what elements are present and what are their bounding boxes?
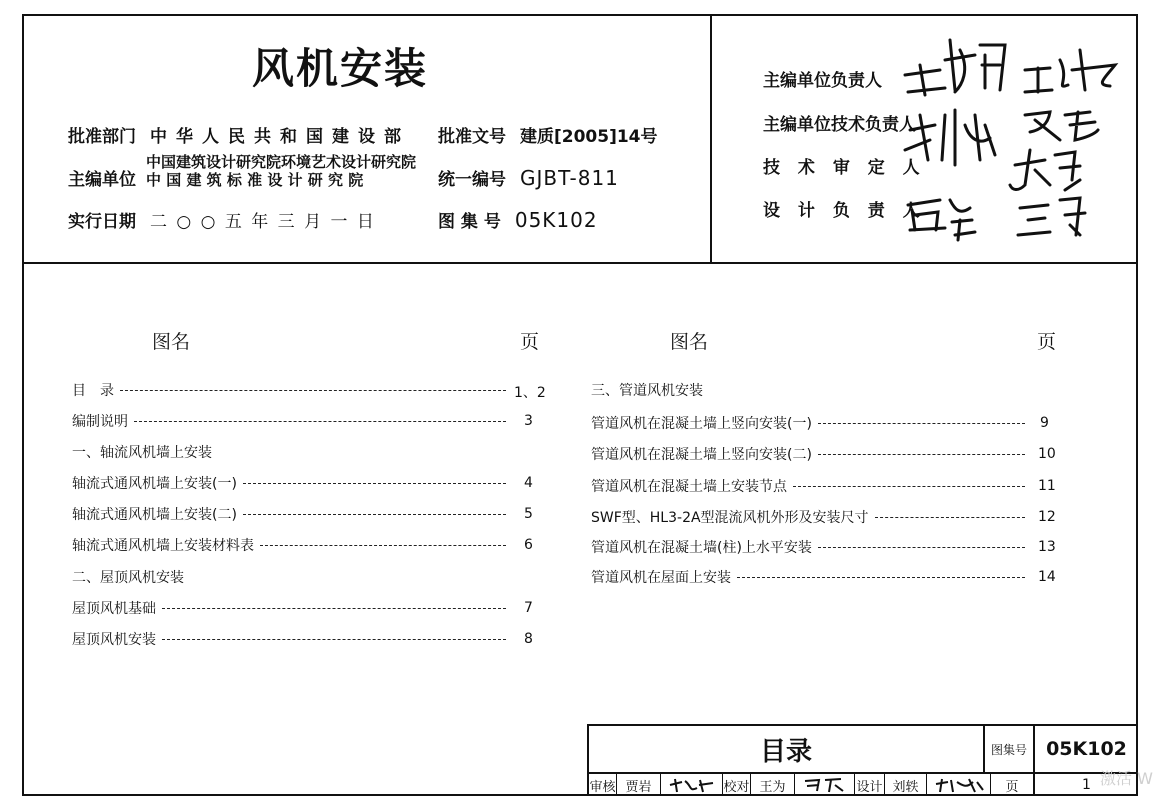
toc-item-page: 10 — [1038, 446, 1056, 462]
toc-item-page: 13 — [1038, 539, 1056, 555]
toc-item-3[interactable] — [72, 473, 512, 493]
toc-item-page: 12 — [1038, 509, 1056, 525]
leader-line — [793, 486, 1025, 487]
toc-item-1[interactable] — [72, 380, 512, 400]
toc-item-label: 管道风机在混凝土墙(柱)上水平安装 — [591, 540, 812, 556]
toc-item-12[interactable] — [591, 537, 1031, 557]
chief-unit-line1: 中国建筑设计研究院环境艺术设计研究院 — [146, 153, 417, 171]
atlas-no-value: 05K102 — [1035, 726, 1138, 774]
leader-line — [243, 514, 506, 515]
atlas-number-value: 05K102 — [514, 208, 598, 232]
effective-date-label: 实行日期 — [68, 212, 136, 232]
watermark-text: 激活 W — [1100, 769, 1153, 788]
toc-item-2[interactable] — [72, 411, 512, 431]
review-signature — [661, 774, 723, 796]
check-signature-mark — [801, 776, 849, 794]
toc-item-8[interactable] — [591, 413, 1031, 433]
leader-line — [120, 390, 506, 391]
toc-item-4[interactable] — [72, 504, 512, 524]
review-label: 审核 — [589, 774, 617, 796]
title-block — [587, 724, 1138, 796]
unified-code-value: GJBT-811 — [520, 166, 619, 190]
approve-doc-value: 建质[2005]14号 — [520, 127, 658, 147]
leader-line — [162, 639, 506, 640]
page-value: 1 — [1082, 777, 1091, 793]
leader-line — [818, 547, 1025, 548]
toc-item-label: 屋顶风机安装 — [72, 632, 156, 648]
left-header-page: 页 — [520, 331, 540, 353]
toc-item-label: 管道风机在混凝土墙上安装节点 — [591, 479, 787, 495]
leader-line — [134, 421, 506, 422]
toc-item-label: 轴流式通风机墙上安装(二) — [72, 507, 237, 523]
toc-item-label: 管道风机在混凝土墙上竖向安装(二) — [591, 447, 812, 463]
toc-item-label: SWF型、HL3-2A型混流风机外形及安装尺寸 — [591, 510, 869, 526]
toc-item-label: 管道风机在混凝土墙上竖向安装(一) — [591, 416, 812, 432]
atlas-number-label: 图 集 号 — [438, 212, 501, 232]
design-label: 设计 — [855, 774, 885, 796]
toc-item-page: 7 — [524, 600, 533, 616]
unified-code-label: 统一编号 — [438, 170, 506, 190]
effective-date-value: 二 ○ ○ 五 年 三 月 一 日 — [150, 212, 376, 232]
leader-line — [818, 423, 1025, 424]
right-header-page: 页 — [1037, 331, 1057, 353]
signature-divider — [710, 14, 712, 263]
sig-role-4: 设 计 负 责 人 — [763, 201, 926, 221]
toc-item-page: 11 — [1038, 478, 1056, 494]
toc-item-5[interactable] — [72, 535, 512, 555]
toc-item-label: 编制说明 — [72, 414, 128, 430]
toc-item-label: 目 录 — [72, 383, 114, 399]
toc-item-10[interactable] — [591, 476, 1031, 496]
leader-line — [818, 454, 1025, 455]
sig-role-3: 技 术 审 定 人 — [763, 158, 926, 178]
chief-unit-line2: 中 国 建 筑 标 准 设 计 研 究 院 — [146, 171, 364, 189]
approve-doc-label: 批准文号 — [438, 127, 506, 147]
toc-item-page: 9 — [1040, 415, 1049, 431]
check-label: 校对 — [723, 774, 751, 796]
atlas-no-label: 图集号 — [985, 726, 1035, 774]
unified-code — [438, 165, 619, 190]
effective-date — [68, 207, 376, 232]
toc-item-6[interactable] — [72, 598, 512, 618]
chief-unit-value — [146, 153, 416, 189]
right-header-name: 图名 — [670, 331, 709, 353]
approve-dept-value: 中华人民共和国建设部 — [150, 127, 410, 147]
toc-item-page: 1、2 — [514, 385, 546, 401]
leader-line — [260, 545, 506, 546]
toc-item-11[interactable] — [591, 507, 1031, 527]
sheet-name: 目录 — [589, 726, 985, 774]
sig-role-1: 主编单位负责人 — [763, 71, 882, 91]
chief-unit-label: 主编单位 — [68, 170, 136, 190]
leader-line — [243, 483, 506, 484]
atlas-title: 风机安装 — [251, 44, 428, 93]
design-signature-mark — [933, 776, 985, 794]
leader-line — [875, 517, 1025, 518]
left-header-name: 图名 — [152, 331, 191, 353]
toc-item-13[interactable] — [591, 567, 1031, 587]
review-name: 贾岩 — [617, 774, 661, 796]
toc-item-page: 5 — [524, 506, 533, 522]
toc-section-3: 三、管道风机安装 — [591, 383, 703, 399]
toc-item-7[interactable] — [72, 629, 512, 649]
header-divider — [22, 262, 1138, 264]
design-name: 刘轶 — [885, 774, 927, 796]
approve-dept-label: 批准部门 — [68, 127, 136, 147]
atlas-number — [438, 207, 598, 232]
toc-item-label: 轴流式通风机墙上安装材料表 — [72, 538, 254, 554]
toc-item-page: 6 — [524, 537, 533, 553]
check-name: 王为 — [751, 774, 795, 796]
toc-section-1: 一、轴流风机墙上安装 — [72, 445, 212, 461]
toc-item-label: 管道风机在屋面上安装 — [591, 570, 731, 586]
handwritten-signatures — [900, 30, 1125, 245]
leader-line — [162, 608, 506, 609]
review-signature-mark — [667, 776, 717, 794]
toc-item-page: 4 — [524, 475, 533, 491]
toc-item-label: 轴流式通风机墙上安装(一) — [72, 476, 237, 492]
approve-dept — [68, 122, 410, 147]
approve-doc — [438, 122, 658, 147]
toc-item-page: 3 — [524, 413, 533, 429]
check-signature — [795, 774, 855, 796]
toc-item-page: 14 — [1038, 569, 1056, 585]
sig-role-2: 主编单位技术负责人 — [763, 115, 916, 135]
leader-line — [737, 577, 1025, 578]
toc-item-9[interactable] — [591, 444, 1031, 464]
toc-section-2: 二、屋顶风机安装 — [72, 570, 184, 586]
toc-item-page: 8 — [524, 631, 533, 647]
page-label: 页 — [991, 774, 1035, 796]
design-signature — [927, 774, 991, 796]
toc-item-label: 屋顶风机基础 — [72, 601, 156, 617]
